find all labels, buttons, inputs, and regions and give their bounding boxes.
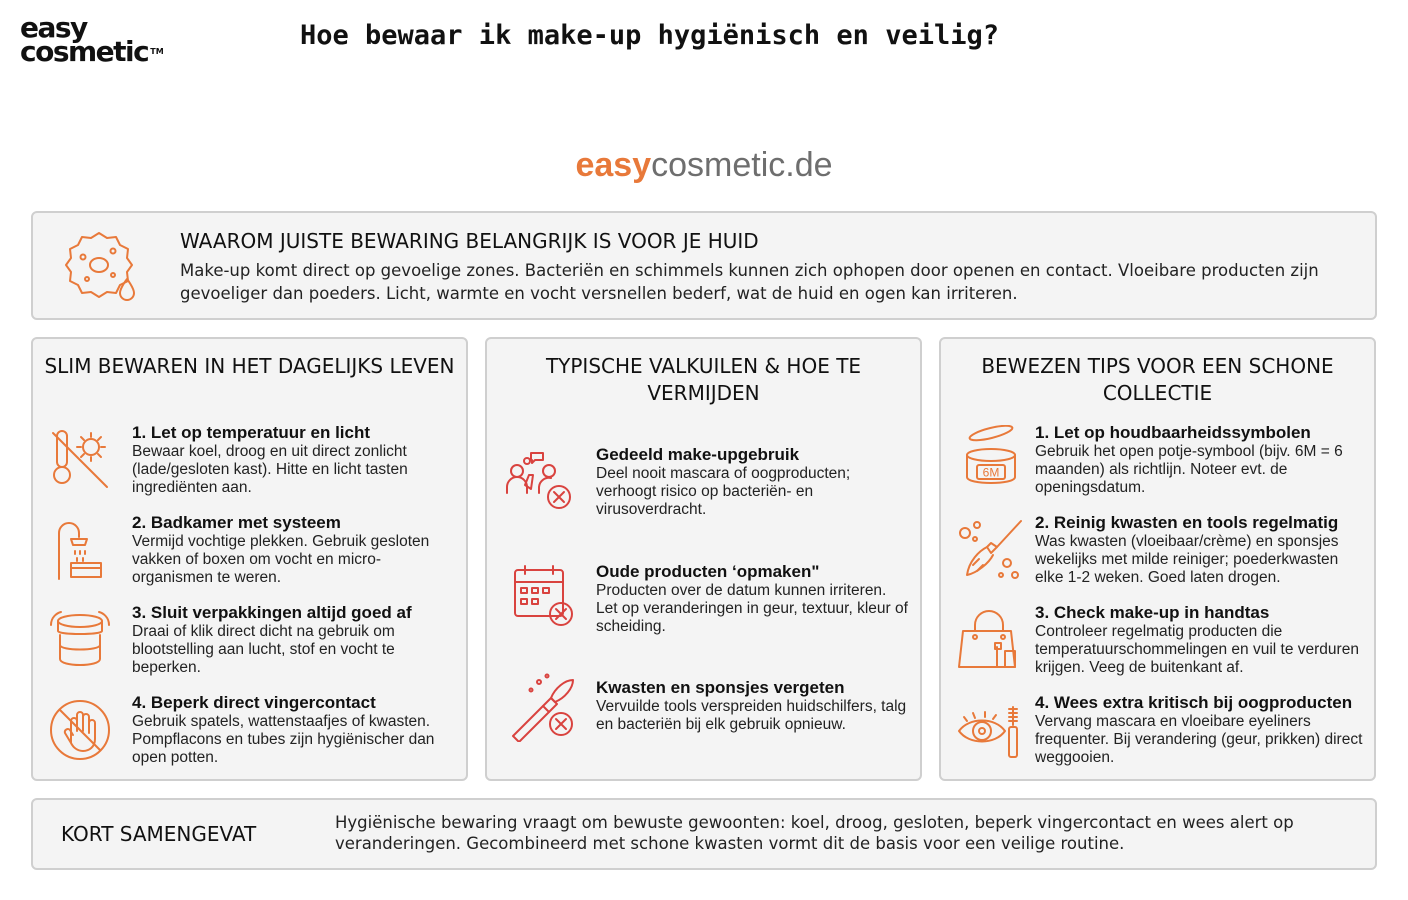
item-heading: 3. Check make-up in handtas bbox=[1035, 603, 1270, 622]
brand-easy: easy bbox=[575, 146, 652, 184]
shower-box-icon bbox=[47, 517, 113, 583]
brand-cosmetic-de: cosmetic.de bbox=[651, 146, 833, 184]
item-heading: 3. Sluit verpakkingen altijd goed af bbox=[132, 603, 412, 622]
item-text: Vervang mascara en vloeibare eyeliners frequenter. Bij verandering (geur, prikken) direct weggooien. bbox=[1035, 713, 1363, 766]
column-title: BEWEZEN TIPS VOOR EEN SCHONE COLLECTIE bbox=[981, 354, 1334, 405]
column-pitfalls bbox=[485, 337, 922, 781]
intro-panel bbox=[31, 211, 1377, 320]
item-heading: 1. Let op houdbaarheidssymbolen bbox=[1035, 423, 1311, 442]
no-touch-hand-icon bbox=[47, 697, 113, 763]
eye-mascara-icon bbox=[957, 697, 1023, 763]
summary-text: Hygiënische bewaring vraagt om bewuste gewoonten: koel, droog, gesloten, beperk vingercontact en wees alert op veranderingen. Gecombineerd met schone kwasten vormt dit de basis voor een veilige routine. bbox=[335, 813, 1294, 853]
page-title: Hoe bewaar ik make-up hygiënisch en veilig? bbox=[300, 20, 999, 51]
open-jar-6m-icon bbox=[959, 425, 1025, 491]
column-title: TYPISCHE VALKUILEN & HOE TE VERMIJDEN bbox=[545, 354, 862, 405]
item-heading: Gedeeld make-upgebruik bbox=[596, 445, 800, 464]
summary-title: KORT SAMENGEVAT bbox=[61, 822, 257, 846]
item-text: Draai of klik direct dicht na gebruik om blootstelling aan lucht, stof en vocht te beperken. bbox=[132, 623, 395, 676]
intro-text: Make-up komt direct op gevoelige zones. Bacteriën en schimmels kunnen zich ophopen door openen en contact. Vloeibare producten zijn gevoeliger dan poeders. Licht, warmte en vocht versnellen bederf, wat de huid en ogen kan irriteren. bbox=[180, 261, 1319, 303]
temperature-sun-icon bbox=[47, 425, 113, 491]
item-text: Vermijd vochtige plekken. Gebruik gesloten vakken of boxen om vocht en micro-organismen te weren. bbox=[132, 533, 430, 586]
item-heading: 1. Let op temperatuur en licht bbox=[132, 423, 371, 442]
item-heading: 2. Badkamer met systeem bbox=[132, 513, 341, 532]
bacteria-droplet-icon bbox=[63, 227, 143, 307]
column-smart-storage bbox=[31, 337, 468, 781]
summary-panel bbox=[31, 798, 1377, 870]
column-proven-tips bbox=[939, 337, 1376, 781]
closed-jar-icon bbox=[47, 607, 113, 673]
item-heading: 4. Wees extra kritisch bij oogproducten bbox=[1035, 693, 1353, 712]
item-text: Bewaar koel, droog en uit direct zonlicht (lade/gesloten kast). Hitte en licht tasten ingrediënten aan. bbox=[132, 443, 408, 496]
shared-makeup-icon bbox=[505, 447, 575, 517]
expired-calendar-icon bbox=[511, 562, 581, 632]
item-text: Gebruik het open potje-symbool (bijv. 6M = 6 maanden) als richtlijn. Noteer evt. de openingsdatum. bbox=[1035, 443, 1343, 496]
item-heading: Kwasten en sponsjes vergeten bbox=[596, 678, 845, 697]
brush-bubbles-icon bbox=[957, 517, 1023, 583]
column-title: SLIM BEWAREN IN HET DAGELIJKS LEVEN bbox=[44, 354, 455, 378]
icon-6m-label: 6M bbox=[982, 465, 1000, 480]
intro-title: WAAROM JUISTE BEWARING BELANGRIJK IS VOOR JE HUID bbox=[180, 229, 759, 253]
item-text: Gebruik spatels, wattenstaafjes of kwasten. Pompflacons en tubes zijn hygiënischer dan open potten. bbox=[132, 713, 435, 766]
item-text: Was kwasten (vloeibaar/crème) en sponsjes wekelijks met milde reiniger; poederkwasten elke 1-2 weken. Goed laten drogen. bbox=[1035, 533, 1339, 586]
logo-line-1: easy bbox=[20, 11, 87, 44]
easycosmetic-logo bbox=[20, 11, 164, 68]
item-text: Producten over de datum kunnen irriteren. Let op veranderingen in geur, textuur, kleur of scheiding. bbox=[596, 582, 908, 635]
item-heading: 2. Reinig kwasten en tools regelmatig bbox=[1035, 513, 1339, 532]
item-text: Controleer regelmatig producten die temperatuurschommelingen en vuil te verduren krijgen. Veeg de buitenkant af. bbox=[1035, 623, 1359, 676]
handbag-icon bbox=[957, 607, 1023, 673]
item-text: Deel nooit mascara of oogproducten; verhoogt risico op bacteriën- en virusoverdracht. bbox=[596, 465, 851, 518]
dirty-brush-icon bbox=[509, 672, 579, 742]
item-heading: Oude producten ‘opmaken" bbox=[596, 562, 820, 581]
brand-wordmark bbox=[0, 146, 1408, 185]
item-text: Vervuilde tools verspreiden huidschilfers, talg en bacteriën bij elk gebruik opnieuw. bbox=[596, 698, 907, 733]
logo-line-2: cosmetic bbox=[20, 35, 149, 68]
logo-trademark: TM bbox=[150, 47, 164, 56]
item-heading: 4. Beperk direct vingercontact bbox=[132, 693, 376, 712]
